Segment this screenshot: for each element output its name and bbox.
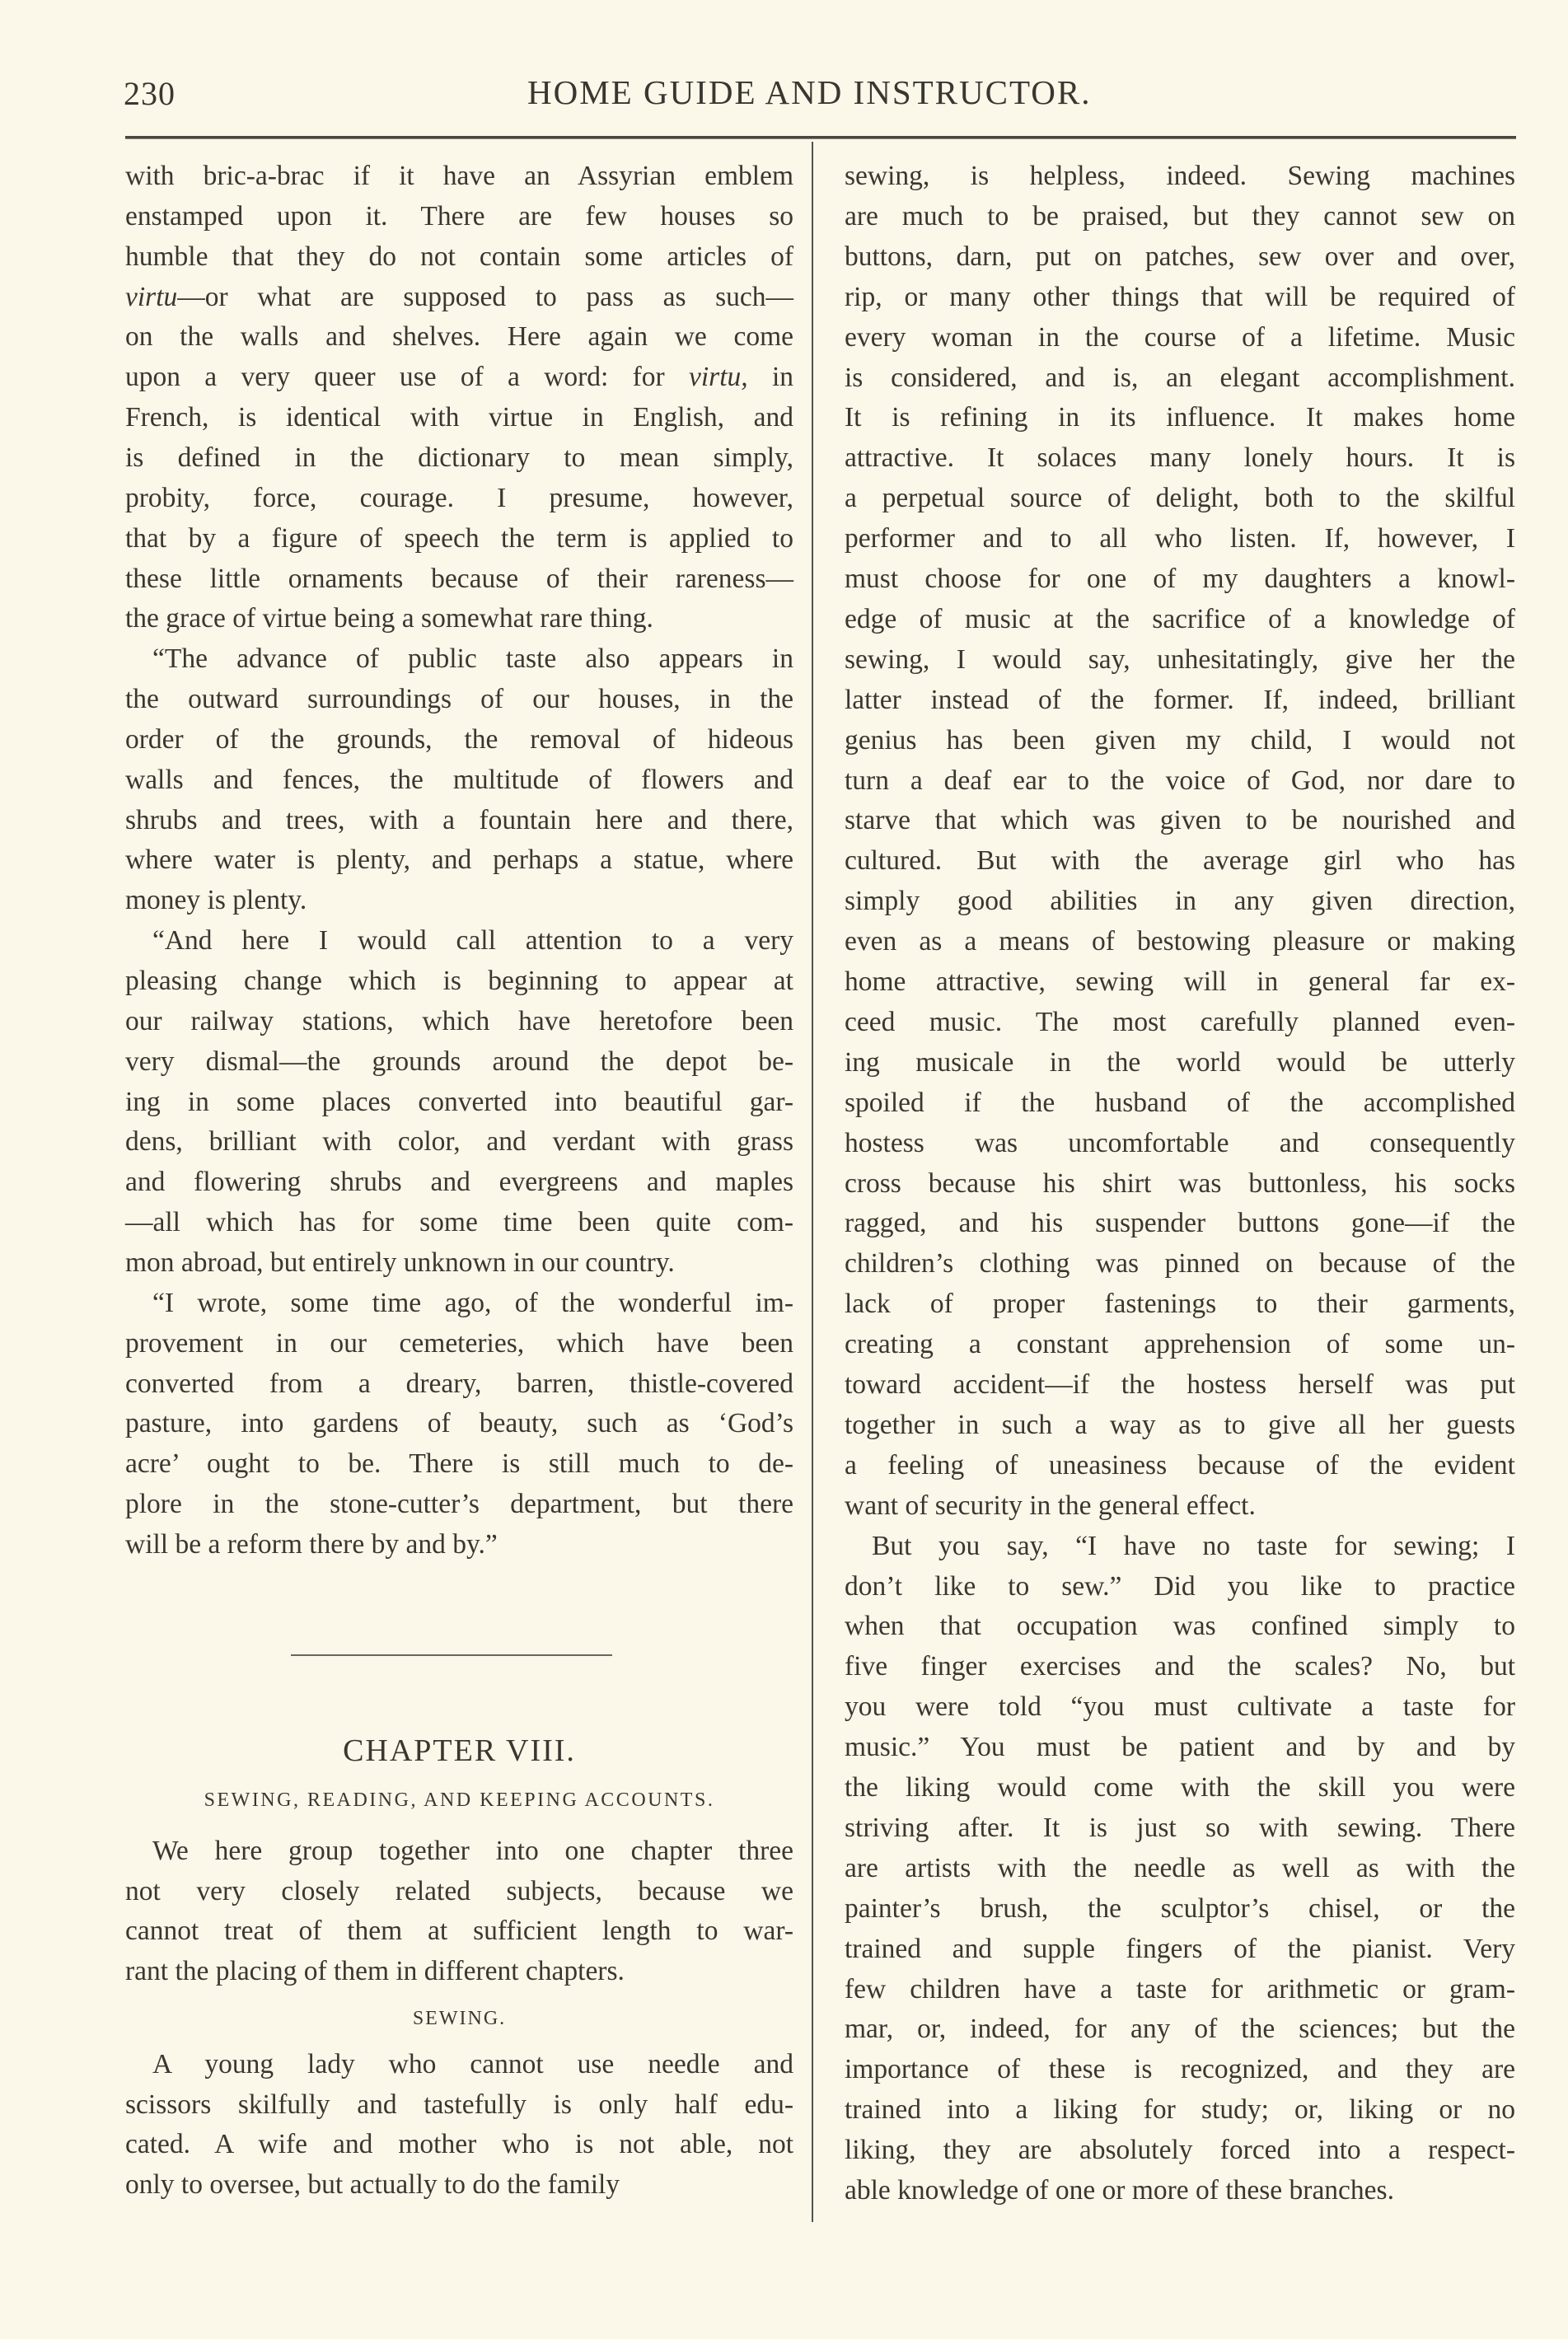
chapter-rule bbox=[291, 1654, 612, 1656]
text-line: “I wrote, some time ago, of the wonderful im- bbox=[152, 1287, 793, 1318]
text-line: sewing, I would say, unhesitatingly, give her the bbox=[845, 643, 1515, 675]
text-line: is considered, and is, an elegant accomplishment. bbox=[845, 362, 1515, 393]
text-line: hostess was uncomfortable and consequently bbox=[845, 1127, 1515, 1158]
text-line: rip, or many other things that will be required of bbox=[845, 281, 1515, 312]
text-line: dens, brilliant with color, and verdant with grass bbox=[125, 1126, 793, 1158]
text-line bbox=[125, 359, 793, 395]
text-line: attractive. It solaces many lonely hours. It is bbox=[845, 442, 1515, 474]
column-divider bbox=[812, 142, 813, 2222]
text-line: order of the grounds, the removal of hideous bbox=[125, 723, 793, 755]
text-line: mon abroad, but entirely unknown in our country. bbox=[125, 1247, 675, 1278]
text-line: We here group together into one chapter three bbox=[152, 1836, 793, 1866]
text-line: A young lady who cannot use needle and bbox=[152, 2049, 793, 2079]
text-line: probity, force, courage. I presume, however, bbox=[125, 482, 793, 513]
text-line: the outward surroundings of our houses, in the bbox=[125, 684, 793, 715]
text-line: music.” You must be patient and by and by bbox=[845, 1732, 1515, 1763]
text-line: turn a deaf ear to the voice of God, nor dare to bbox=[845, 765, 1515, 796]
text-line: able knowledge of one or more of these branches. bbox=[845, 2175, 1394, 2206]
text-line: toward accident—if the hostess herself was put bbox=[845, 1369, 1515, 1400]
text-line: only to oversee, but actually to do the family bbox=[125, 2168, 620, 2200]
text-line: provement in our cemeteries, which have been bbox=[125, 1327, 793, 1359]
text-line: trained into a liking for study; or, liking or no bbox=[845, 2094, 1515, 2126]
text-line: performer and to all who listen. If, however, I bbox=[845, 523, 1515, 554]
text-line: “And here I would call attention to a very bbox=[152, 925, 793, 957]
text-line: simply good abilities in any given direction, bbox=[845, 886, 1515, 917]
text-line: and flowering shrubs and evergreens and maples bbox=[125, 1167, 793, 1198]
text-line: ing in some places converted into beautiful gar- bbox=[125, 1086, 793, 1117]
text-line: you were told “you must cultivate a taste for bbox=[845, 1691, 1515, 1723]
text-line: on the walls and shelves. Here again we come bbox=[125, 321, 793, 353]
text-line: cultured. But with the average girl who has bbox=[845, 845, 1515, 877]
text-line: But you say, “I have no taste for sewing; I bbox=[872, 1530, 1515, 1561]
text-line: must choose for one of my daughters a knowl- bbox=[845, 564, 1515, 594]
text-line: starve that which was given to be nourished and bbox=[845, 805, 1515, 836]
text-line: a feeling of uneasiness because of the evident bbox=[845, 1449, 1515, 1481]
text-line: spoiled if the husband of the accomplished bbox=[845, 1087, 1515, 1118]
header-rule bbox=[125, 136, 1516, 139]
text-line: the liking would come with the skill you were bbox=[845, 1772, 1515, 1803]
text-line: the grace of virtue being a somewhat rare thing. bbox=[125, 603, 653, 634]
italic-word: virtu bbox=[125, 281, 178, 312]
text-line: edge of music at the sacrifice of a knowledge of bbox=[845, 603, 1515, 634]
text-line: even as a means of bestowing pleasure or making bbox=[845, 926, 1515, 957]
text-line: French, is identical with virtue in English, and bbox=[125, 402, 793, 433]
text-line: are artists with the needle as well as with the bbox=[845, 1852, 1515, 1883]
text-line: humble that they do not contain some articles of bbox=[125, 241, 793, 272]
text-line: buttons, darn, put on patches, sew over and over, bbox=[845, 241, 1515, 272]
text-line: pleasing change which is beginning to appear at bbox=[125, 966, 793, 996]
running-title: HOME GUIDE AND INSTRUCTOR. bbox=[527, 73, 1092, 111]
chapter-subtitle: SEWING, READING, AND KEEPING ACCOUNTS. bbox=[204, 1789, 715, 1811]
text-line: acre’ ought to be. There is still much to de- bbox=[125, 1448, 793, 1480]
text-line: rant the placing of them in different chapters. bbox=[125, 1955, 625, 1986]
text-line: mar, or, indeed, for any of the sciences; but the bbox=[845, 2014, 1515, 2045]
text-line: cated. A wife and mother who is not able, not bbox=[125, 2129, 793, 2160]
text-line: that by a figure of speech the term is applied to bbox=[125, 522, 793, 554]
text-line: very dismal—the grounds around the depot be- bbox=[125, 1046, 793, 1077]
text-line: enstamped upon it. There are few houses so bbox=[125, 200, 793, 232]
text-line: cannot treat of them at sufficient length to war- bbox=[125, 1916, 793, 1947]
text-line: few children have a taste for arithmetic or gram- bbox=[845, 1973, 1515, 2005]
text-line: when that occupation was confined simply to bbox=[845, 1611, 1515, 1642]
text-line: creating a constant apprehension of some un- bbox=[845, 1329, 1515, 1360]
text-line: every woman in the course of a lifetime. Music bbox=[845, 321, 1515, 353]
text-line: cross because his shirt was buttonless, his socks bbox=[845, 1167, 1515, 1199]
text-line: home attractive, sewing will in general far ex- bbox=[845, 966, 1515, 997]
text-line: want of security in the general effect. bbox=[845, 1490, 1256, 1521]
text-line: “The advance of public taste also appears in bbox=[152, 643, 793, 675]
text-line: together in such a way as to give all her guests bbox=[845, 1409, 1515, 1440]
text-line: converted from a dreary, barren, thistle-covered bbox=[125, 1368, 793, 1399]
text-line: trained and supple fingers of the pianist. Very bbox=[845, 1933, 1515, 1964]
text-line: —all which has for some time been quite com- bbox=[125, 1207, 793, 1238]
text-line: striving after. It is just so with sewing. There bbox=[845, 1812, 1515, 1843]
text-line: a perpetual source of delight, both to the skilful bbox=[845, 483, 1515, 514]
text-line bbox=[125, 279, 793, 316]
text-line: scissors skilfully and tastefully is only half edu- bbox=[125, 2089, 793, 2120]
text-line: walls and fences, the multitude of flowers and bbox=[125, 764, 793, 795]
text-line: with bric-a-brac if it have an Assyrian emblem bbox=[125, 161, 793, 191]
text-segment: upon a very queer use of a word: for bbox=[125, 362, 689, 393]
text-line: importance of these is recognized, and they are bbox=[845, 2054, 1515, 2085]
text-line: where water is plenty, and perhaps a statue, where bbox=[125, 844, 793, 876]
text-line: plore in the stone-cutter’s department, but there bbox=[125, 1489, 793, 1520]
text-segment: in bbox=[747, 362, 793, 393]
text-line: not very closely related subjects, because we bbox=[125, 1875, 793, 1906]
text-line: money is plenty. bbox=[125, 885, 307, 916]
text-line: lack of proper fastenings to their garments, bbox=[845, 1289, 1515, 1320]
text-segment: —or what are supposed to pass as such— bbox=[177, 281, 793, 312]
italic-word: virtu, bbox=[689, 362, 748, 393]
section-heading: SEWING. bbox=[412, 2008, 507, 2029]
text-line: painter’s brush, the sculptor’s chisel, or the bbox=[845, 1892, 1515, 1924]
text-line: sewing, is helpless, indeed. Sewing machines bbox=[845, 161, 1515, 191]
text-line: are much to be praised, but they cannot sew on bbox=[845, 200, 1515, 232]
text-line: ragged, and his suspender buttons gone—if the bbox=[845, 1208, 1515, 1239]
chapter-title: CHAPTER VIII. bbox=[343, 1733, 576, 1768]
text-line: children’s clothing was pinned on because of the bbox=[845, 1248, 1515, 1279]
text-line: will be a reform there by and by.” bbox=[125, 1528, 498, 1560]
text-line: ceed music. The most carefully planned even- bbox=[845, 1006, 1515, 1037]
text-line: is defined in the dictionary to mean simply, bbox=[125, 442, 793, 473]
page-number: 230 bbox=[124, 75, 176, 112]
text-line: genius has been given my child, I would not bbox=[845, 724, 1515, 755]
text-line: latter instead of the former. If, indeed, brilliant bbox=[845, 684, 1515, 715]
text-line: these little ornaments because of their rareness— bbox=[125, 563, 793, 594]
text-line: liking, they are absolutely forced into a respect- bbox=[845, 2135, 1515, 2166]
text-line: our railway stations, which have heretofore been bbox=[125, 1005, 793, 1036]
text-line: pasture, into gardens of beauty, such as ‘God’s bbox=[125, 1408, 793, 1439]
text-line: It is refining in its influence. It makes home bbox=[845, 402, 1515, 433]
text-line: five finger exercises and the scales? No, but bbox=[845, 1651, 1515, 1682]
text-line: ing musicale in the world would be utterly bbox=[845, 1046, 1515, 1078]
text-line: don’t like to sew.” Did you like to practice bbox=[845, 1570, 1515, 1602]
text-line: shrubs and trees, with a fountain here and there, bbox=[125, 804, 793, 835]
